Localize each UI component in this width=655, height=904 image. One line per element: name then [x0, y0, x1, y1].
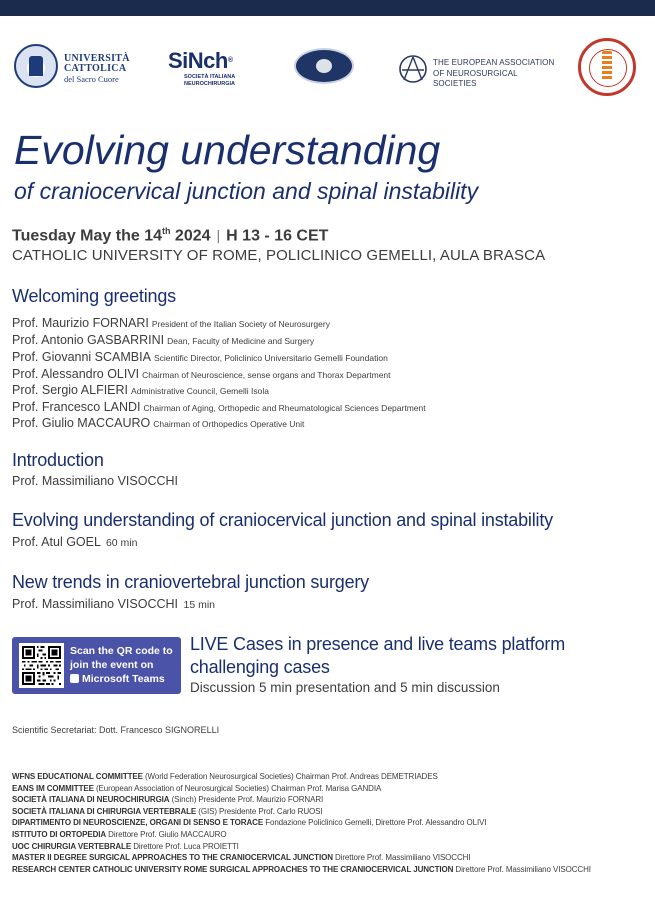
introduction-heading: Introduction	[12, 450, 104, 470]
sinch-registered: ®	[227, 57, 233, 64]
committee-row	[12, 783, 591, 795]
talk2-speaker: Prof. Massimiliano VISOCCHI	[12, 597, 179, 611]
event-date-time	[12, 226, 328, 245]
committee-detail: (European Association of Neurosurgical Societies) Chairman Prof. Marisa GANDIA	[93, 783, 382, 793]
committee-row	[12, 817, 591, 829]
talk2-duration: 15 min	[183, 599, 216, 611]
speaker-name: Prof. Giulio MACCAURO	[12, 416, 151, 430]
event-date: Tuesday May the 14	[12, 227, 162, 245]
qr-line2: join the event on	[70, 659, 154, 671]
committee-name: ISTITUTO DI ORTOPEDIA	[12, 829, 107, 839]
committee-detail: Direttore Prof. Massimiliano VISOCCHI	[453, 864, 591, 874]
page-title: Evolving understanding	[14, 127, 441, 173]
sponsor-logos	[0, 36, 655, 100]
speaker-name: Prof. Antonio GASBARRINI	[12, 333, 165, 347]
sinch-sub1: SOCIETÀ ITALIANA	[184, 74, 236, 80]
committee-row	[12, 852, 591, 864]
talk1-duration: 60 min	[105, 537, 138, 549]
speaker-role: President of the Italian Society of Neurosurgery	[151, 319, 330, 329]
committee-detail: Direttore Prof. Giulio MACCAURO	[106, 829, 227, 839]
committee-row	[12, 806, 591, 818]
committee-detail: (World Federation Neurosurgical Societies) Chairman Prof. Andreas DEMETRIADES	[142, 772, 438, 781]
committee-name: UOC CHIRURGIA VERTEBRALE	[12, 841, 132, 851]
welcoming-heading: Welcoming greetings	[12, 286, 176, 306]
event-venue: CATHOLIC UNIVERSITY OF ROME, POLICLINICO GEMELLI, AULA BRASCA	[12, 247, 546, 264]
ucsc-line1: UNIVERSITÀ	[64, 53, 130, 64]
live-cases-heading-line2: challenging cases	[190, 657, 330, 677]
committee-detail: Fondazione Policlinico Gemelli, Direttore Prof. Alessandro OLIVI	[263, 818, 487, 828]
qr-line1: Scan the QR code to	[70, 645, 173, 657]
sinch-word: SiNch	[168, 48, 228, 73]
speaker-role: Scientific Director, Policlinico Universitario Gemelli Foundation	[153, 353, 388, 363]
committee-name: MASTER II DEGREE SURGICAL APPROACHES TO THE CRANIOCERVICAL JUNCTION	[12, 853, 333, 863]
committee-name: SOCIETÀ ITALIANA DI CHIRURGIA VERTEBRALE	[12, 806, 197, 816]
speaker-role: Chairman of Orthopedics Operative Unit	[153, 419, 305, 429]
committee-name: WFNS EDUCATIONAL COMMITTEE	[12, 772, 143, 781]
committee-detail: (GIS) Presidente Prof. Carlo RUOSI	[196, 806, 323, 816]
speaker-row	[12, 400, 426, 414]
speaker-role: Chairman of Neuroscience, sense organs and Thorax Department	[142, 370, 391, 380]
talk2-heading: New trends in craniovertebral junction surgery	[12, 572, 369, 592]
eans-logo	[398, 54, 558, 88]
microsoft-teams-icon	[70, 674, 79, 683]
ucsc-line2: CATTOLICA	[64, 63, 127, 74]
teams-qr-box[interactable]	[12, 637, 181, 694]
talk2-speaker-row	[12, 597, 215, 611]
speaker-row	[12, 333, 314, 347]
ucsc-logo	[14, 42, 134, 92]
speaker-row	[12, 367, 391, 381]
committee-detail: Direttore Prof. Luca PROIETTI	[131, 841, 239, 851]
event-time: H 13 - 16 CET	[226, 227, 329, 245]
sinch-logo	[168, 50, 254, 90]
event-date-suffix: th	[161, 226, 171, 236]
speaker-name: Prof. Alessandro OLIVI	[12, 367, 140, 381]
scientific-secretariat: Scientific Secretariat: Dott. Francesco SIGNORELLI	[12, 725, 220, 735]
page-subtitle: of craniocervical junction and spinal instability	[14, 178, 479, 204]
qr-code-icon[interactable]	[19, 643, 64, 688]
committee-detail: (Sinch) Presidente Prof. Maurizio FORNARI	[169, 795, 324, 805]
committee-name: EANS IM COMMITTEE	[12, 783, 94, 793]
speaker-row	[12, 316, 330, 330]
speaker-name: Prof. Francesco LANDI	[12, 400, 141, 414]
committee-row	[12, 771, 591, 783]
gis-logo	[578, 38, 636, 96]
committee-detail: Direttore Prof. Massimiliano VISOCCHI	[332, 853, 471, 863]
eans-line1: THE EUROPEAN ASSOCIATION	[433, 58, 555, 67]
committee-row	[12, 794, 591, 806]
spine-column-icon	[602, 51, 612, 81]
top-banner-bar	[0, 0, 655, 16]
committee-row	[12, 829, 591, 841]
speaker-name: Prof. Giovanni SCAMBIA	[12, 350, 151, 364]
speaker-role: Chairman of Aging, Orthopedic and Rheumatological Sciences Department	[143, 403, 426, 413]
talk1-speaker: Prof. Atul GOEL	[12, 535, 101, 549]
event-year: 2024	[170, 227, 211, 245]
committee-row	[12, 841, 591, 853]
committee-name: RESEARCH CENTER CATHOLIC UNIVERSITY ROME SURGICAL APPROACHES TO THE CRANIOCERVICAL JUNCTION	[12, 864, 454, 874]
wfns-logo	[294, 48, 354, 84]
committee-name: DIPARTIMENTO DI NEUROSCIENZE, ORGANI DI SENSO E TORACE	[12, 818, 264, 828]
sinch-sub2: NEUROCHIRURGIA	[184, 80, 236, 87]
speaker-row	[12, 416, 304, 430]
committee-row	[12, 864, 591, 876]
wfns-emblem-icon	[294, 48, 354, 84]
eans-line2: OF NEUROSURGICAL SOCIETIES	[433, 68, 518, 88]
introduction-speaker: Prof. Massimiliano VISOCCHI	[12, 474, 179, 488]
committees-list	[12, 771, 591, 875]
eans-mark-icon	[398, 54, 428, 84]
live-cases-discussion: Discussion 5 min presentation and 5 min discussion	[190, 680, 500, 695]
ucsc-seal-icon	[14, 44, 58, 88]
speaker-row	[12, 350, 388, 364]
date-separator: |	[216, 227, 221, 244]
live-cases-heading-line1: LIVE Cases in presence and live teams platform	[190, 634, 565, 654]
qr-line3: Microsoft Teams	[82, 673, 165, 685]
speaker-role: Dean, Faculty of Medicine and Surgery	[167, 336, 315, 346]
committee-name: SOCIETÀ ITALIANA DI NEUROCHIRURGIA	[12, 795, 170, 805]
speaker-role: Administrative Council, Gemelli Isola	[131, 386, 269, 396]
talk1-heading: Evolving understanding of craniocervical junction and spinal instability	[12, 510, 553, 530]
speaker-name: Prof. Sergio ALFIERI	[12, 383, 129, 397]
ucsc-line3: del Sacro Cuore	[64, 74, 119, 84]
speaker-row	[12, 383, 269, 397]
talk1-speaker-row	[12, 535, 137, 549]
speaker-name: Prof. Maurizio FORNARI	[12, 316, 149, 330]
